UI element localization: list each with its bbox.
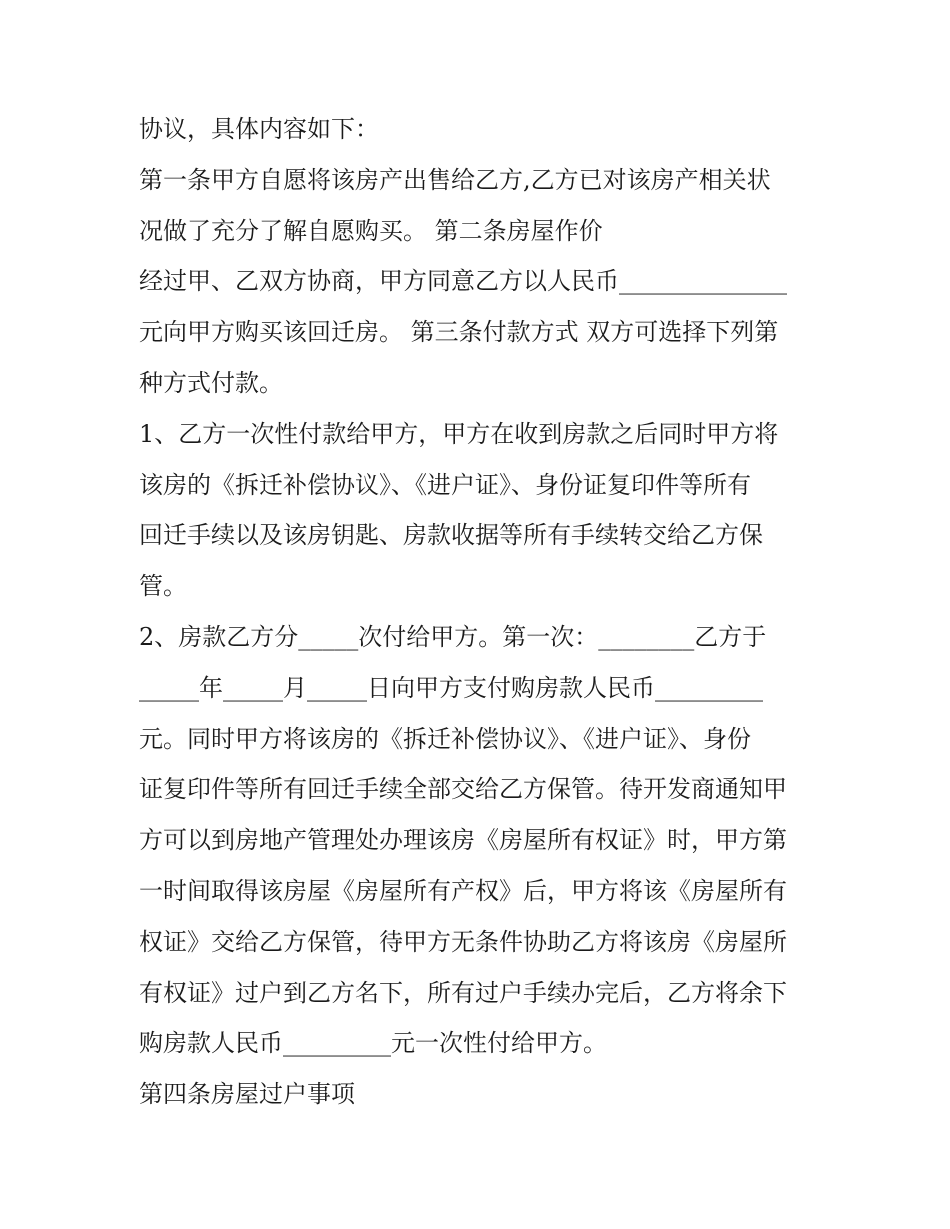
text-line: 有权证》过户到乙方名下，所有过户手续办完后，乙方将余下 bbox=[139, 978, 787, 1007]
text-line: 种方式付款。 bbox=[139, 368, 283, 397]
text-line: 经过甲、乙双方协商，甲方同意乙方以人民币______________ bbox=[139, 267, 787, 296]
text-line: 1、乙方一次性付款给甲方，甲方在收到房款之后同时甲方将 bbox=[139, 419, 779, 448]
text-line: 管。 bbox=[139, 572, 187, 601]
text-line: 一时间取得该房屋《房屋所有产权》后，甲方将该《房屋所有 bbox=[139, 876, 787, 905]
text-line: 方可以到房地产管理处办理该房《房屋所有权证》时，甲方第 bbox=[139, 826, 787, 855]
text-line: 2、房款乙方分_____次付给甲方。第一次：________乙方于 bbox=[139, 622, 767, 651]
text-line: _____年_____月_____日向甲方支付购房款人民币_________ bbox=[139, 673, 763, 702]
text-line: 元。同时甲方将该房的《拆迁补偿协议》、《进户证》、身份 bbox=[139, 724, 751, 753]
section-heading: 第四条房屋过户事项 bbox=[139, 1080, 355, 1109]
text-line: 协议，具体内容如下： bbox=[139, 115, 379, 143]
text-line: 第一条甲方自愿将该房产出售给乙方,乙方已对该房产相关状 bbox=[139, 165, 771, 194]
text-line: 权证》交给乙方保管，待甲方无条件协助乙方将该房《房屋所 bbox=[139, 927, 787, 956]
text-line: 况做了充分了解自愿购买。 第二条房屋作价 bbox=[139, 216, 603, 245]
text-line: 回迁手续以及该房钥匙、房款收据等所有手续转交给乙方保 bbox=[139, 521, 763, 550]
text-line: 证复印件等所有回迁手续全部交给乙方保管。待开发商通知甲 bbox=[139, 775, 787, 804]
text-line: 该房的《拆迁补偿协议》、《进户证》、身份证复印件等所有 bbox=[139, 470, 751, 499]
document-body bbox=[139, 104, 819, 1120]
text-line: 购房款人民币_________元一次性付给甲方。 bbox=[139, 1029, 607, 1058]
text-line: 元向甲方购买该回迁房。 第三条付款方式 双方可选择下列第 bbox=[139, 318, 779, 347]
